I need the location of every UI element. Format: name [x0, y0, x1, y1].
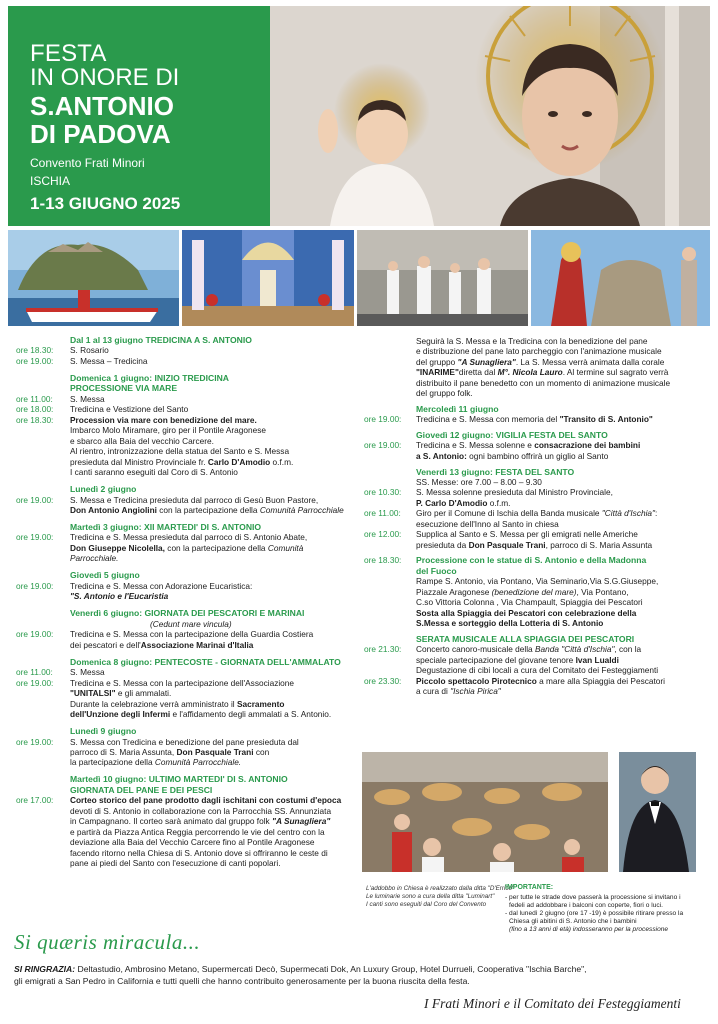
text-run: Don Pasquale Trani: [176, 746, 254, 757]
event-continuation: [416, 519, 559, 530]
event-description: [70, 345, 109, 356]
text-run: Rampe S. Antonio, via Pontano, Via Seminario,Via S.G.Giuseppe,: [416, 576, 659, 587]
event-continuation: [70, 505, 344, 516]
important-line-1: - per tutte le strade dove passerà la processione si invitano i: [505, 894, 681, 901]
event-description: [70, 532, 307, 543]
event-time: ore 19.00:: [16, 736, 54, 747]
text-run: pane ai piedi del Santo con l'esecuzione di canti popolari.: [70, 858, 281, 869]
text-run: . Al termine sul sagrato verrà: [562, 367, 669, 378]
section-heading: Martedì 10 giugno: ULTIMO MARTEDI' DI S. ANTONIO: [70, 774, 288, 785]
text-run: speciale partecipazione del giovane tenore: [416, 654, 576, 665]
event-description: [416, 487, 613, 498]
note-lights: Le luminarie sono a cura della ditta "Luminart": [366, 893, 495, 900]
event-continuation: [416, 336, 648, 347]
text-run: e gli ammalati.: [115, 688, 172, 699]
note-choir: I canti sono eseguiti dal Coro del Convento: [366, 901, 487, 908]
text-run: Comunità Parrocchiale: [259, 504, 344, 515]
event-time: ore 18.00:: [16, 404, 54, 415]
event-continuation: [416, 451, 608, 462]
text-run: Banda "Città d'Ischia": [534, 644, 615, 655]
title-line-4: DI PADOVA: [30, 119, 171, 149]
event-description: [416, 414, 653, 425]
text-run: . La S. Messa verrà animata dalla corale: [515, 356, 665, 367]
event-description: [70, 356, 147, 367]
event-description: [70, 404, 188, 415]
text-run: "Transito di S. Antonio": [559, 414, 653, 425]
important-line-2: fedeli ad addobbare i balconi con coperte, fiori o luci.: [509, 902, 663, 909]
festival-dates: 1-13 GIUGNO 2025: [30, 194, 181, 213]
event-continuation: [70, 425, 266, 436]
event-time: ore 23.30:: [364, 675, 402, 686]
text-run: Corteo storico del pane prodotto dagli ischitani con costumi d'epoca: [70, 795, 342, 806]
event-continuation: [70, 806, 331, 817]
event-time: ore 19.00:: [16, 532, 54, 543]
photo-statue-castle: [531, 230, 710, 326]
text-run: Tredicina e S. Messa con memoria del: [416, 414, 560, 425]
event-continuation: [70, 757, 241, 768]
event-description: [416, 440, 640, 451]
event-continuation: [70, 553, 118, 564]
text-run: , parroco di S. Maria Assunta: [545, 539, 653, 550]
latin-motto: Si quæris miracula...: [14, 930, 201, 954]
event-continuation: [70, 747, 269, 758]
section-heading: Giovedì 5 giugno: [70, 570, 140, 581]
text-run: o.f.m.: [270, 456, 294, 467]
event-description: [70, 629, 313, 640]
section-heading: Mercoledì 11 giugno: [416, 403, 499, 414]
text-run: S. Messa: [70, 667, 105, 678]
text-run: diretta dal: [458, 367, 498, 378]
event-continuation: [70, 858, 281, 869]
text-run: SS. Messe: ore 7.00 – 8.00 – 9.30: [416, 477, 542, 487]
text-run: a S. Antonio:: [416, 450, 467, 461]
event-description: [70, 415, 257, 426]
event-time: ore 19.00:: [364, 414, 402, 425]
text-run: "INARIME": [416, 367, 459, 378]
text-run: a cura di: [416, 685, 451, 696]
event-description: [70, 581, 252, 592]
text-run: Sacramento: [236, 698, 285, 709]
text-run: "S. Antonio e l'Eucaristia: [70, 591, 169, 602]
text-run: Tredicina e S. Messa con Adorazione Eucaristica:: [70, 580, 253, 591]
text-run: deviazione alla Baia del Vecchio Carcere fino al Pontile Aragonese: [70, 837, 315, 848]
text-run: Don Antonio Angiolini: [70, 504, 157, 515]
text-run: :: [655, 508, 658, 519]
statue-illustration: [270, 6, 710, 226]
event-time: ore 19.00:: [16, 355, 54, 366]
text-run: del gruppo folk.: [416, 388, 473, 399]
event-time: ore 17.00:: [16, 795, 54, 806]
text-run: e partirà da Piazza Antica Reggia percorrendo le vie del centro con la: [70, 826, 325, 837]
text-run: Tredicina e Vestizione del Santo: [70, 404, 189, 415]
section-heading: Domenica 1 giugno: INIZIO TREDICINA: [70, 372, 229, 383]
text-run: Procession via mare con benedizione del mare.: [70, 414, 257, 425]
event-time: ore 18.30:: [16, 414, 54, 425]
section-heading: Lunedì 2 giugno: [70, 484, 137, 495]
event-continuation: [70, 436, 214, 447]
text-run: S. Messa: [70, 393, 105, 404]
event-time: ore 18.30:: [16, 345, 54, 356]
section-heading: Venerdì 13 giugno: FESTA DEL SANTO: [416, 466, 575, 477]
event-time: ore 10.30:: [364, 487, 402, 498]
event-time: ore 11.00:: [364, 508, 401, 519]
text-run: S. Messa solenne presieduta dal Ministro Provinciale,: [416, 487, 613, 498]
text-run: Tredicina e S. Messa con la partecipazione della: [70, 629, 251, 640]
text-run: in Campagnano. Il corteo sarà animato dal gruppo folk: [70, 816, 273, 827]
event-description: [416, 508, 657, 519]
event-continuation: [416, 608, 636, 619]
header-photo-statue: [270, 6, 710, 226]
event-time: ore 19.00:: [16, 629, 54, 640]
text-run: Concerto canoro-musicale della: [416, 644, 535, 655]
text-run: e distribuzione del pane lato parcheggio con l'animazione musicale: [416, 346, 662, 357]
section-heading: PROCESSIONE VIA MARE: [70, 383, 178, 394]
event-continuation: [70, 688, 171, 699]
text-run: Comunità Parrocchiale.: [154, 757, 242, 768]
text-run: Durante la celebrazione verrà amministrato il: [70, 698, 237, 709]
event-continuation: [416, 655, 619, 666]
event-continuation: [70, 457, 293, 468]
event-continuation: [416, 587, 629, 598]
event-time: ore 19.00:: [16, 580, 54, 591]
event-continuation: [416, 597, 643, 608]
text-run: S. Messa – Tredicina: [70, 355, 148, 366]
note-decor: L'addobbo in Chiesa è realizzato dalla ditta "D'Errico": [366, 885, 515, 892]
event-continuation: [416, 477, 542, 488]
text-run: dei pescatori e dell': [70, 639, 141, 650]
text-run: "Città d'Ischia": [601, 508, 655, 519]
event-time: ore 19.00:: [16, 677, 54, 688]
event-time: ore 18.30:: [364, 555, 402, 566]
thanks-sponsors: Deltastudio, Ambrosino Metano, Supermercati Decò, Supermecati Dok, An Luxury Group, Hotel Durrueli, Cooperativa "Ischia Barche",: [75, 964, 587, 974]
text-run: e sbarco alla Baia del vecchio Carcere.: [70, 435, 214, 446]
important-line-5: (fino a 13 anni di età) indosseranno per la processione: [509, 926, 669, 933]
text-run: a mare alla Spiaggia dei Pescatori: [536, 675, 666, 686]
text-run: con la partecipazione della: [156, 504, 260, 515]
text-run: la partecipazione della: [70, 757, 155, 768]
text-run: I canti saranno eseguiti dal Coro di S. Antonio: [70, 467, 238, 477]
section-heading: SERATA MUSICALE ALLA SPIAGGIA DEI PESCATORI: [416, 633, 635, 644]
event-continuation: [416, 357, 664, 368]
text-run: , con la: [614, 644, 642, 655]
event-continuation: [416, 618, 603, 629]
event-time: ore 19.00:: [16, 494, 54, 505]
event-description: [416, 676, 665, 687]
text-run: con la partecipazione della: [164, 542, 268, 553]
text-run: e l'affidamento degli ammalati a S. Antonio.: [170, 709, 332, 719]
event-continuation: [70, 640, 253, 651]
photo-children-procession: [357, 230, 528, 326]
event-description: [70, 495, 318, 506]
convent-name: Convento Frati Minori: [30, 156, 145, 170]
important-title: IMPORTANTE:: [505, 884, 554, 891]
text-run: Associazione Marinai d'Italia: [140, 639, 254, 650]
section-heading: Dal 1 al 13 giugno TREDICINA A S. ANTONIO: [70, 335, 252, 345]
thanks-line-1: [14, 964, 704, 975]
text-run: presieduta dal Ministro Provinciale fr.: [70, 456, 208, 467]
text-run: devoti di S. Antonio in collaborazione con la Parrocchia SS. Annunziata: [70, 805, 332, 816]
event-continuation: [416, 665, 658, 676]
event-description: [70, 737, 299, 748]
text-run: Tredicina e S. Messa solenne e: [416, 440, 535, 451]
event-description: [416, 644, 641, 655]
photo-church-interior: [182, 230, 354, 326]
text-run: Degustazione di cibi locali a cura del Comitato dei Festeggiamenti: [416, 665, 659, 676]
text-run: parroco di S. Maria Assunta,: [70, 746, 177, 757]
text-run: Supplica al Santo e S. Messa per gli emigrati nelle Americhe: [416, 529, 638, 540]
event-continuation: [70, 816, 330, 827]
event-continuation: [70, 848, 328, 859]
text-run: Don Giuseppe Nicolella,: [70, 542, 165, 553]
event-continuation: [416, 686, 501, 697]
event-description: [70, 667, 105, 678]
title-line-1: FESTA: [30, 40, 107, 67]
event-continuation: [416, 388, 473, 399]
text-run: S.Messa e sorteggio della Lotteria di S. Antonio: [416, 618, 604, 629]
text-run: "UNITALSI": [70, 688, 116, 699]
text-run: Parrocchiale.: [70, 553, 119, 564]
event-continuation: [70, 699, 284, 710]
event-continuation: [70, 827, 325, 838]
text-run: Imbarco Molo Miramare, giro per il Pontile Aragonese: [70, 425, 266, 436]
text-run: presieduta da: [416, 539, 469, 550]
section-heading: Domenica 8 giugno: PENTECOSTE - GIORNATA DELL'AMMALATO: [70, 656, 341, 667]
text-run: (benedizione del mare): [491, 586, 577, 597]
text-run: Giro per il Comune di Ischia della Banda musicale: [416, 508, 602, 519]
section-heading: Venerdì 6 giugno: GIORNATA DEI PESCATORI E MARINAI: [70, 608, 305, 619]
event-description: [70, 678, 294, 689]
text-run: Guardia Costiera: [250, 629, 314, 640]
photo-sea-procession: [8, 230, 179, 326]
section-heading: Martedì 3 giugno: XII MARTEDI' DI S. ANTONIO: [70, 522, 262, 532]
header-banner: [8, 6, 270, 226]
event-time: ore 19.00:: [364, 440, 402, 451]
text-run: Piazzale Aragonese: [416, 586, 492, 597]
thanks-line-2: gli emigrati a San Pedro in California e tutti quelli che hanno contribuito generosamente per la buona riuscita della festa.: [14, 976, 470, 986]
event-description: Processione con le statue di S. Antonio e della Madonna: [416, 555, 647, 566]
text-run: Sosta alla Spiaggia dei Pescatori con celebrazione della: [416, 607, 637, 618]
text-run: esecuzione dell'Inno al Santo in chiesa: [416, 518, 559, 529]
event-continuation: [416, 367, 668, 378]
text-run: Carlo D'Amodio: [207, 456, 271, 467]
text-run: Tredicina e S. Messa presieduta dal parroco di S. Antonio Abate,: [70, 532, 308, 543]
text-run: Seguirà la S. Messa e la Tredicina con la benedizione del pane: [416, 336, 648, 346]
event-time: ore 11.00:: [16, 667, 53, 678]
text-run: Tredicina e S. Messa con la partecipazione dell'Associazione: [70, 677, 295, 688]
event-description: [70, 795, 341, 806]
event-continuation: [70, 837, 314, 848]
text-run: , Via Pontano,: [576, 586, 629, 597]
important-line-4: Chiesa gli abitini di S. Antonio che i bambini: [509, 918, 637, 925]
text-run: dell'Unzione degli Infermi: [70, 709, 171, 719]
important-line-3: - dal lunedì 2 giugno (ore 17 -19) è possibile ritirare presso la: [505, 910, 684, 917]
event-time: ore 11.00:: [16, 393, 53, 404]
text-run: consacrazione dei bambini: [534, 440, 641, 451]
event-continuation: [70, 591, 168, 602]
text-run: "A Sunagliera": [272, 816, 331, 827]
title-line-3: S.ANTONIO: [30, 91, 174, 121]
thanks-label: SI RINGRAZIA:: [14, 964, 76, 974]
text-run: distribuito il pane benedetto con un momento di animazione musicale: [416, 377, 671, 388]
event-description: [70, 394, 105, 405]
text-run: C.so Vittoria Colonna , Via Champault, Spiaggia dei Pescatori: [416, 597, 643, 608]
event-continuation: [70, 446, 289, 457]
text-run: Piccolo spettacolo Pirotecnico: [416, 675, 537, 686]
section-heading: del Fuoco: [416, 565, 457, 576]
event-continuation: [416, 346, 662, 357]
event-continuation: [416, 540, 652, 551]
event-time: ore 21.30:: [364, 644, 402, 655]
event-continuation: [416, 378, 670, 389]
photo-bread-procession: [362, 752, 608, 872]
signature: I Frati Minori e il Comitato dei Festeggiamenti: [424, 996, 681, 1011]
event-continuation: [70, 543, 303, 554]
text-run: Al rientro, intronizzazione della statua del Santo e S. Messa: [70, 446, 290, 457]
event-description: [416, 529, 638, 540]
text-run: del gruppo: [416, 356, 458, 367]
text-run: Don Pasquale Trani: [468, 539, 546, 550]
event-time: ore 12.00:: [364, 529, 402, 540]
text-run: "A Sunagliera": [457, 356, 516, 367]
text-run: S. Rosario: [70, 345, 109, 356]
event-continuation: [70, 709, 331, 720]
event-continuation: [416, 498, 511, 509]
text-run: Comunità: [267, 542, 304, 553]
photo-tenor: [619, 752, 696, 872]
event-continuation: [70, 467, 238, 478]
title-line-2: IN ONORE DI: [30, 64, 180, 91]
section-heading: GIORNATA DEL PANE E DEI PESCI: [70, 784, 213, 795]
text-run: con: [253, 746, 270, 757]
event-continuation: [416, 576, 658, 587]
text-run: "Ischia Pirica": [450, 685, 501, 696]
text-run: facendo ritorno nella Chiesa di S. Antonio dove si offriranno le ceste di: [70, 847, 328, 858]
text-run: ogni bambino offrirà un giglio al Santo: [466, 450, 609, 461]
place-name: ISCHIA: [30, 174, 71, 188]
text-run: o.f.m.: [487, 497, 511, 508]
text-run: P. Carlo D'Amodio: [416, 497, 488, 508]
text-run: S. Messa con Tredicina e benedizione del pane presieduta dal: [70, 736, 299, 747]
section-heading: Giovedì 12 giugno: VIGILIA FESTA DEL SANTO: [416, 430, 608, 440]
text-run: Ivan Lualdi: [575, 654, 619, 665]
section-note: (Cedunt mare vincula): [150, 618, 232, 629]
text-run: M°. Nicola Lauro: [497, 367, 563, 378]
section-heading: Lunedì 9 giugno: [70, 726, 137, 737]
text-run: S. Messa e Tredicina presieduta dal parroco di Gesù Buon Pastore,: [70, 494, 319, 505]
